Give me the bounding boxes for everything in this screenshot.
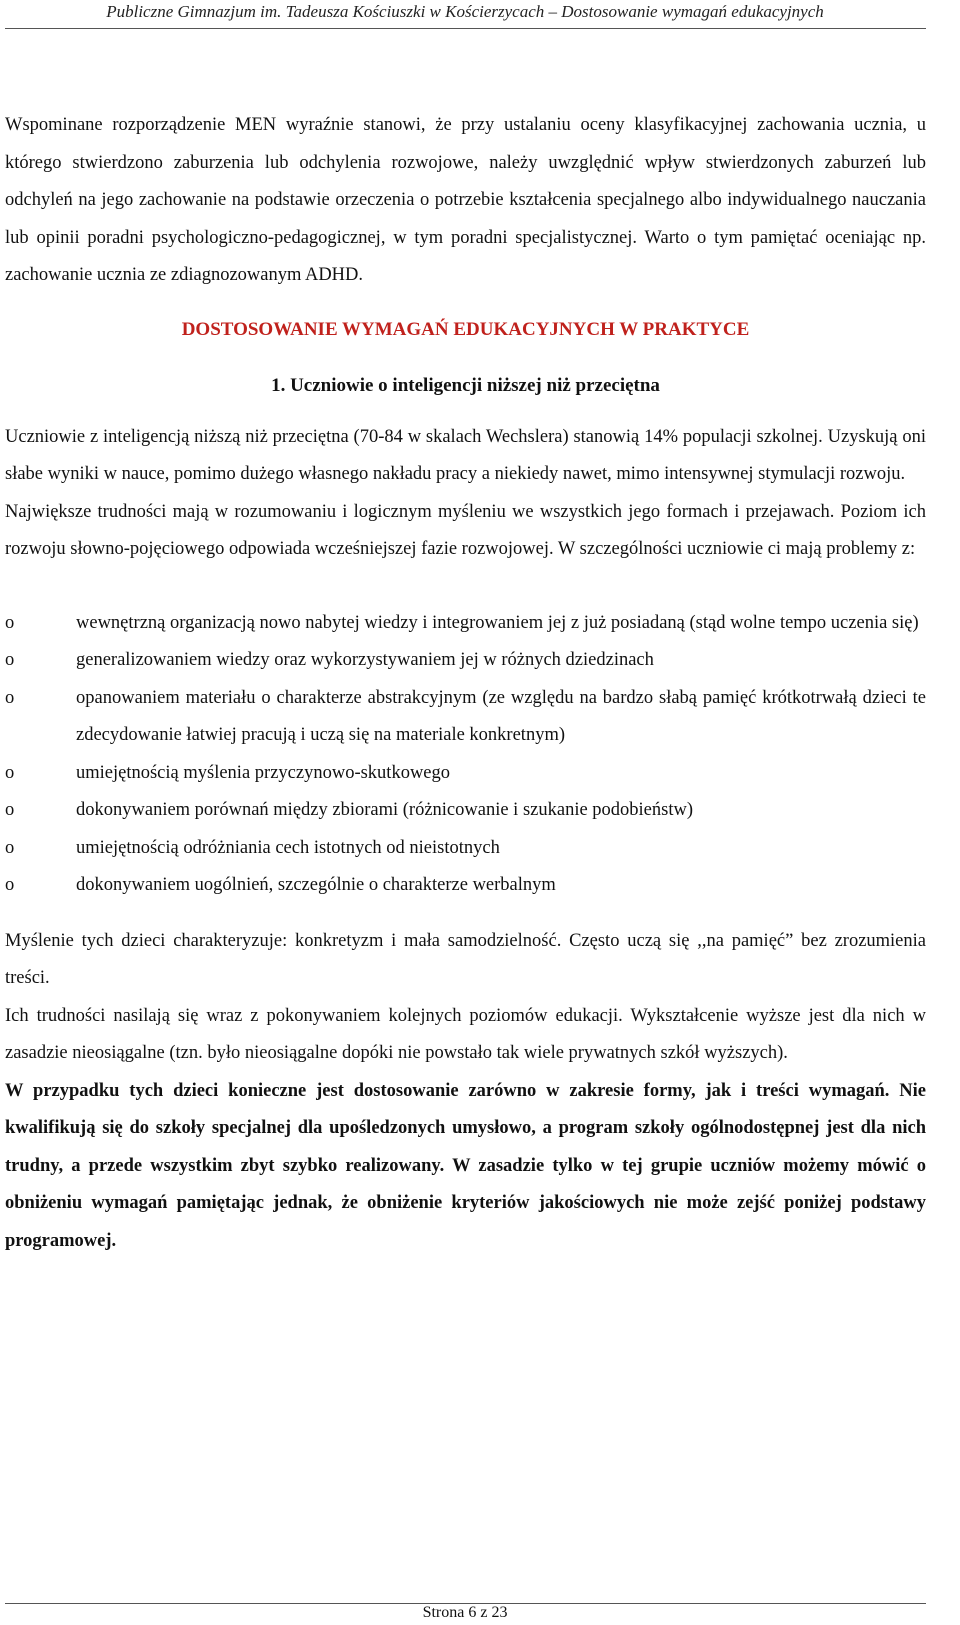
paragraph-difficulties: Największe trudności mają w rozumowaniu i logicznym myśleniu we wszystkich jego formach i przejawach. Poziom ich rozwoju słowno-pojęciowego odpowiada wcześniejszej fazie rozwojowej. W szczególności uczniowie ci mają problemy z:: [5, 501, 926, 559]
bullet-marker: o: [5, 762, 15, 783]
bullet-marker: o: [5, 687, 15, 708]
section-heading: DOSTOSOWANIE WYMAGAŃ EDUKACYJNYCH W PRAKTYCE: [181, 318, 750, 340]
header-title: Publiczne Gimnazjum im. Tadeusza Kościuszki w Kościerzycach – Dostosowanie wymagań edukacyjnych: [106, 2, 824, 21]
bullet-marker: o: [5, 612, 15, 633]
list-item: [5, 867, 926, 905]
spacer: [5, 905, 926, 923]
list-item: [5, 680, 926, 755]
bullet-marker: o: [5, 837, 15, 858]
list-item-text: generalizowaniem wiedzy oraz wykorzystywaniem jej w różnych dziedzinach: [76, 650, 654, 670]
spacer: [5, 405, 926, 419]
list-item-text: dokonywaniem uogólnień, szczególnie o charakterze werbalnym: [76, 875, 556, 895]
paragraph-education: Ich trudności nasilają się wraz z pokonywaniem kolejnych poziomów edukacji. Wykształcenie wyższe jest dla nich w zasadzie nieosiągalne (tzn. było nieosiągalne dopóki nie powstało tak wiele prywatnych szkół wyższych).: [5, 1005, 926, 1063]
paragraph-requirements: W przypadku tych dzieci konieczne jest dostosowanie zarówno w zakresie formy, jak i treści wymagań. Nie kwalifikują się do szkoły specjalnej dla upośledzonych umysłowo, a program szkoły ogólnodostępnej jest dla nich trudny, a przede wszystkim zbyt szybko realizowany. W zasadzie tylko w tej grupie uczniów możemy mówić o obniżeniu wymagań pamiętając jednak, że obniżenie kryteriów jakościowych nie może zejść poniżej podstawy programowej.: [5, 1080, 926, 1251]
list-item: [5, 605, 926, 643]
list-item-text: wewnętrzną organizacją nowo nabytej wiedzy i integrowaniem jej z już posiadaną (stąd wolne tempo uczenia się): [76, 612, 919, 633]
list-item-text: dokonywaniem porównań między zbiorami (różnicowanie i szukanie podobieństw): [76, 800, 694, 820]
paragraph-prevalence: Uczniowie z inteligencją niższą niż przeciętna (70-84 w skalach Wechslera) stanowią 14% populacji szkolnej. Uzyskują oni słabe wyniki w nauce, pomimo dużego własnego nakładu pracy a niekiedy nawet, mimo intensywnej stymulacji rozwoju.: [5, 426, 926, 484]
list-item: [5, 792, 926, 830]
bullet-marker: o: [5, 650, 15, 670]
list-item-text: opanowaniem materiału o charakterze abstrakcyjnym (ze względu na bardzo słabą pamięć krótkotrwałą dzieci te zdecydowanie łatwiej pracują i uczą się na materiale konkretnym): [76, 687, 926, 745]
list-item: [5, 642, 926, 680]
document-body: [5, 107, 926, 1260]
intro-paragraph: Wspominane rozporządzenie MEN wyraźnie stanowi, że przy ustalaniu oceny klasyfikacyjnej zachowania ucznia, u którego stwierdzono zaburzenia lub odchylenia rozwojowe, należy uwzględnić wpływ stwierdzonych zaburzeń lub odchyleń na jego zachowanie na podstawie orzeczenia o potrzebie kształcenia specjalnego albo indywidualnego nauczania lub opinii poradni psychologiczno-pedagogicznej, w tym poradni specjalistycznej. Warto o tym pamiętać oceniając np. zachowanie ucznia ze zdiagnozowanym ADHD.: [5, 115, 926, 285]
paragraph-thinking: Myślenie tych dzieci charakteryzuje: konkretyzm i mała samodzielność. Często uczą się ,,na pamięć” bez zrozumienia treści.: [5, 930, 926, 988]
list-item: [5, 755, 926, 793]
list-item-text: umiejętnością myślenia przyczynowo-skutkowego: [76, 762, 451, 783]
page-header: [0, 0, 960, 30]
list-item-text: umiejętnością odróżniania cech istotnych od nieistotnych: [76, 837, 500, 858]
list-item: [5, 830, 926, 868]
bullet-marker: o: [5, 875, 15, 895]
bullet-marker: o: [5, 800, 15, 820]
subsection-heading: 1. Uczniowie o inteligencji niższej niż przeciętna: [271, 375, 660, 396]
problems-list: [5, 605, 926, 905]
header-divider: [5, 28, 926, 29]
page-number: Strona 6 z 23: [422, 1604, 508, 1621]
